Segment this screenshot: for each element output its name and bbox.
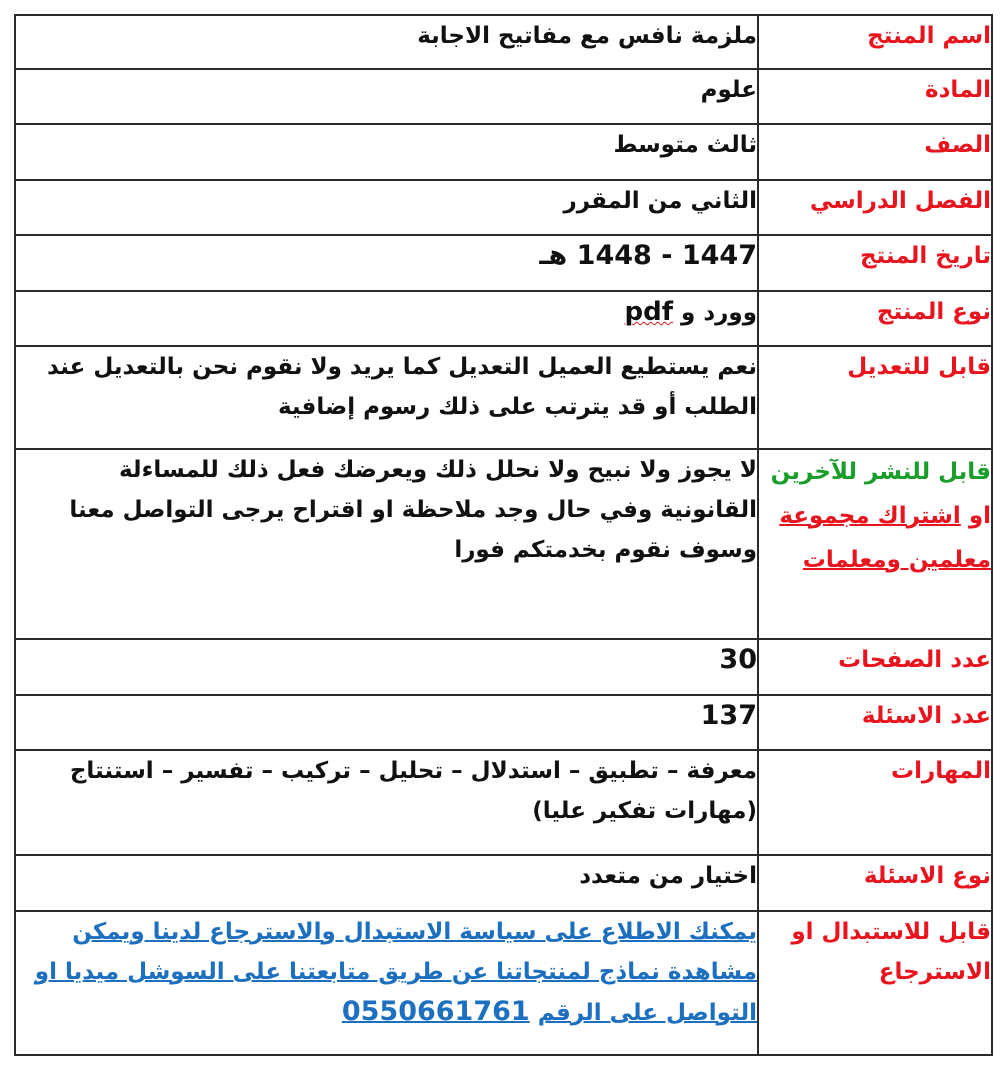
- product-type-word: وورد و: [681, 300, 757, 326]
- row-value-publish: لا يجوز ولا نبيح ولا نحلل ذلك ويعرضك فعل ذلك للمساءلة القانونية وفي حال وجد ملاحظة او اقتراح يرجى التواصل معنا وسوف نقوم بخدمتكم فورا: [15, 449, 758, 639]
- row-label-publish: [758, 449, 992, 639]
- product-info-table: [14, 14, 993, 1056]
- table-row: [15, 180, 992, 235]
- row-label: عدد الاسئلة: [758, 695, 992, 750]
- row-label: قابل للاستبدال او الاسترجاع: [758, 911, 992, 1055]
- return-policy-text: يمكنك الاطلاع على سياسة الاستبدال والاسترجاع لدينا ويمكن مشاهدة نماذج لمنتجاتنا عن طريق متابعتنا على السوشل ميديا او التواصل على الرقم: [34, 919, 757, 1026]
- table-row: [15, 124, 992, 180]
- row-label: الفصل الدراسي: [758, 180, 992, 235]
- row-value-product-type: [15, 291, 758, 346]
- table-row: [15, 911, 992, 1055]
- row-label: نوع الاسئلة: [758, 855, 992, 911]
- row-value-return-policy: [15, 911, 758, 1055]
- row-label: المهارات: [758, 750, 992, 855]
- row-value-subject: علوم: [15, 69, 758, 124]
- publish-label-green: قابل للنشر للآخرين: [770, 459, 991, 485]
- row-label: قابل للتعديل: [758, 346, 992, 449]
- row-value-date: 1447 - 1448 هـ: [15, 235, 758, 291]
- row-label: الصف: [758, 124, 992, 180]
- table-row: [15, 346, 992, 449]
- row-value-pages: 30: [15, 639, 758, 695]
- row-value-product-name: ملزمة نافس مع مفاتيح الاجابة: [15, 15, 758, 69]
- table-row: [15, 855, 992, 911]
- row-label: عدد الصفحات: [758, 639, 992, 695]
- table-row: [15, 449, 992, 639]
- publish-label-red: اشتراك مجموعة معلمين ومعلمات: [779, 503, 991, 573]
- table-row: [15, 750, 992, 855]
- publish-label-or: او: [968, 503, 991, 529]
- row-value-question-type: اختيار من متعدد: [15, 855, 758, 911]
- row-label: نوع المنتج: [758, 291, 992, 346]
- row-value-semester: الثاني من المقرر: [15, 180, 758, 235]
- table-row: [15, 695, 992, 750]
- table-row: [15, 69, 992, 124]
- table-row: [15, 291, 992, 346]
- row-label: المادة: [758, 69, 992, 124]
- product-type-pdf: pdf: [624, 297, 674, 327]
- row-value-grade: ثالث متوسط: [15, 124, 758, 180]
- table-row: [15, 235, 992, 291]
- table-row: [15, 639, 992, 695]
- row-label: تاريخ المنتج: [758, 235, 992, 291]
- table-row: [15, 15, 992, 69]
- row-label: اسم المنتج: [758, 15, 992, 69]
- row-value-questions: 137: [15, 695, 758, 750]
- row-value-skills: معرفة – تطبيق – استدلال – تحليل – تركيب – تفسير – استنتاج (مهارات تفكير عليا): [15, 750, 758, 855]
- phone-number-link[interactable]: 0550661761: [341, 996, 530, 1027]
- row-value-editable: نعم يستطيع العميل التعديل كما يريد ولا نقوم نحن بالتعديل عند الطلب أو قد يترتب على ذلك رسوم إضافية: [15, 346, 758, 449]
